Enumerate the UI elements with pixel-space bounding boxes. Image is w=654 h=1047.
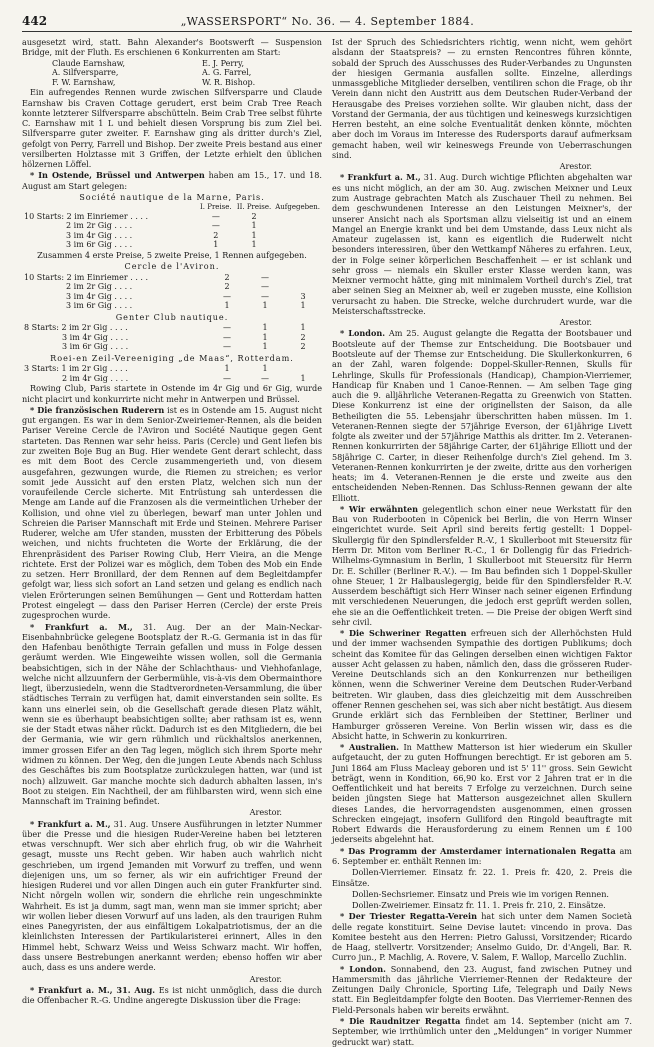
author-signature: Arestor.: [559, 161, 592, 172]
list-item: Dollen-Zweiriemer. Einsatz fr. 11. 1. Preis fr. 210, 2. Einsätze.: [352, 900, 606, 911]
frankfurt-paragraph-4: * Frankfurt a. M., 31. Aug. Durch wichtige Pflichten abgehalten war es uns nicht möglich, an der am 30. Aug. zwischen Meixner und Leux zum Austrage gebrachten Match als Zuschauer Theil zu nehmen. Bei dem geschwundenen Interesse an den Leistungen Meixner's, der unserer Ansicht nach als Sportsman allzu vielseitig ist und an einem Mangel an Energie krankt und bei dem Umstande, dass Leux nicht als Amateur zugelassen ist, kann es eigentlich die Ruderwelt nicht besonders interessiren, über den Wettkampf Näheres zu erfahren. Leux, der in Folge seiner körperlichen Beschaffenheit — er ist schlank und sehr gross — niemals ein Skuller erster Klasse werden kann, was Meixner vermocht hätte, ging mit minimalem Vortheil durch's Ziel, trat aber seinen Sieg an Meixner ab, weil er zugeben musste, eine Kollision verursacht zu haben. Die Strecke, welche durchrudert wurde, war die Meisterschaftsstrecke.: [332, 172, 632, 316]
table-row: 3 im 6r Gig . . . . 1 1 1: [66, 301, 306, 311]
winser-heading: * Wir erwähnten: [340, 503, 418, 514]
australia-heading: * Australien.: [340, 742, 399, 753]
french-rowers-heading: * Die französischen Ruderern: [30, 404, 165, 415]
london-paragraph: * London. Am 25. August gelangte die Regatta der Bootsbauer und Bootsleute auf der Themse zur Entscheidung. Die Bootsbauer und Bootsleute auf der Themse zur Entscheidung. Die Skullerkonkurren, 6 an der Zahl, waren folgende: Doppel-Skuller-Rennen, Skulls für Lehrlinge, Skulls für Professionals (Handicap), Champion-Vierriemer, Handicap für Knaben und 1 Canoe-Rennen. — Am selben Tage ging auch die 9. alljährliche Veteranen-Regatta zu Greenwich von Statten. Diese Konkurrenz ist eine der originellsten der Saison, da alle Betheiligten die 55. Lebensjahr überschritten haben müssen. Im 1. Veteranen-Rennen siegte der 57jährige Everson, der 61jährige Livett folgte als zweiter und der 57jährige Matthis als dritter. Im 2. Veteranen-Rennen konkurrirten der 58jährige Carter, der 61jährige Elliott und der 58jährige C. Carter, in dieser Reihenfolge durch's Ziel gehend. Im 3. Veteranen-Rennen konkurrirten je der zweite, dritte aus den vorherigen heats; im 4. Veteranen-Rennen je die erste und zweite aus den entscheidenden Neben-Rennen. Das Schluss-Rennen gewann der alte Elliott.: [332, 328, 632, 503]
list-item: Dollen-Vierriemer. Einsatz fr. 22. 1. Preis fr. 420, 2. Preis die Einsätze.: [332, 867, 632, 888]
results-table-genter: [22, 323, 322, 352]
frankfurt-paragraph-1: * Frankfurt a. M., 31. Aug. Der an der Main-Neckar-Eisenbahnbrücke gelegene Bootsplatz der R.-G. Germania ist in das für den Hafenbau benöthigte Terrain gefallen und muss in Folge dessen geräumt werden. Wie Eingeweihte wissen wollen, soll die Germania beabsichtigen, sich in der Nähe der Schlachthaus- und Viehhofanlage, welche nicht allzuunfern der Gerbermühle, vis-à-vis dem Obermainthore liegt, überzusiedeln, wenn die Stadtverordneten-Versammlung, die über städtisches Terrain zu verfügen hat, damit einverstanden sein sollte. Es kann uns einerlei sein, ob die Gesellschaft gerade diesen Platz wählt, wenn sie es überhaupt beabsichtigen sollte; aber rathsam ist es, wenn sie der Stadt etwas näher rückt. Dadurch ist es den Mitgliedern, die bei der Germania, wie wir gern rühmlich und rückhaltslos anerkennen, immer grossen Eifer an den Tag legen, möglich sich ihrem Sporte mehr widmen zu können. Der Weg, den die jungen Leute Abends nach Schluss des Geschäftes bis zum Bootsplatze zurückzulegen hatten, war (und ist noch) allzuweit. Gar manche mochte sich dadurch abhalten lassen, in's Boot zu steigen. Ein Nachtheil, der am fühlbarsten wird, wenn sich eine Mannschaft im Training befindet.: [22, 621, 322, 807]
raudnitz-paragraph: * Die Raudnitzer Regatta findet am 14. September (nicht am 7. September, wie irrthümlich unter den „Meldungen“ in voriger Nummer gedruckt war) statt.: [332, 1015, 632, 1047]
raudnitz-heading: * Die Raudnitzer Regatta: [340, 1015, 461, 1026]
table-row: 3 im 6r Gig . . . . 1 1: [66, 240, 257, 250]
page-header: [22, 14, 632, 32]
masthead-title: „WASSERSPORT“ No. 36. — 4. September 1884.: [180, 15, 475, 28]
australia-paragraph: * Australien. In Matthew Matterson ist hier wiederum ein Skuller aufgetaucht, der zu guten Hoffnungen berechtigt. Er ist geboren am 5. Juni 1864 am Fluss Macleay geboren und ist 5' 11'' gross. Sein Gewicht beträgt, wenn in Kondition, 66,90 ko. Erst vor 2 Jahren trat er in die Oeffentlichkeit und hat bereits 7 Erfolge zu verzeichnen. Durch seine beiden jüngsten Siege hat Matterson ausgezeichnet allen Skullern dieses Landes, die hervorragendsten ausgenommen, einen grossen Schrecken eingejagt, insofern Gulliford den Ringold beauftragte mit Robert Edwards die Herausforderung zu einem Rennen um £ 100 jederseits abgelehnt hat.: [332, 742, 632, 845]
table-row: 2 im 4r Gig . . . . — — 1: [62, 373, 306, 383]
table-row: 8 Starts: 2 im 2r Gig . . . . — 1 1: [24, 323, 306, 333]
author-signature: Arestor.: [559, 317, 592, 328]
club-title-marne: Société nautique de la Marne, Paris.: [79, 191, 265, 202]
list-item: Dollen-Sechsriemer. Einsatz und Preis wie im vorigen Rennen.: [352, 888, 609, 899]
london-paragraph-2: * London. Sonnabend, den 23. August, fand zwischen Putney und Hammersmith das jährliche Vierriemer-Rennen der Redakteure der Zeitungen Daily Chronicle, Sporting Life, Telegraph und Daily News statt. Ein Begleitdampfer folgte den Booten. Das Vierriemer-Rennen des Field-Personals haben wir bereits erwähnt.: [332, 963, 633, 1015]
results-table-maas: [22, 364, 322, 383]
page-number: 442: [22, 14, 48, 28]
crew-row: A. Silfversparre, A. G. Farrel,: [52, 68, 252, 78]
table-row: 2 im 2r Gig . . . . 2 —: [66, 282, 269, 292]
crew-row: Claude Earnshaw, E. J. Perry,: [52, 58, 245, 68]
crew-row: F. W. Earnshaw, W. R. Bishop.: [52, 77, 256, 87]
table-row: 3 im 4r Gig . . . . — 1 2: [62, 332, 306, 342]
frankfurt-heading-1: * Frankfurt a. M.,: [30, 621, 133, 632]
club-title-aviron: Cercle de l'Aviron.: [124, 261, 220, 272]
ostende-heading: * In Ostende, Brüssel und Antwerpen: [30, 170, 205, 181]
table-row: 10 Starts: 2 im Einriemer . . . . — 2: [24, 211, 257, 221]
frankfurt-paragraph-2: * Frankfurt a. M., 31. Aug. Unsere Ausführungen in letzter Nummer über die Presse und die hiesigen Ruder-Vereine haben bei letzteren etwas verschnupft. Wer sich aber ehrlich frug, ob wir die Wahrheit gesagt, musste uns Recht geben. Wir haben auch wahrlich nicht geschrieben, um irgend Jemanden mit Vorwurf zu treffen, und wenn diejenigen uns, um so ferner, als wir ein aufrichtiger Freund der hiesigen Ruderei und vor allen Dingen auch ein guter Frankfurter sind. Nicht nörgeln wollen wir, sondern die ehrliche rein ungeschminkte Wahrheit. Es ist ja dumm, sagt man, wenn man sie immer spricht; aber wir wollen lieber diesen Vorwurf auf uns laden, als den traurigen Ruhm eines Panegyristen, der aus einfältigem Lokalpatriotismus, der an die kleinlichsten Interessen der Partikularisterei erinnert, Alles in den Himmel hebt, Schwarz Weiss und Weiss Schwarz macht. Wir hoffen, dass unsere Bestrebungen anerkannt werden; ebenso hoffen wir aber auch, dass es uns andere werde.: [22, 818, 323, 973]
continued-paragraph: Ist der Spruch des Schiedsrichters richtig, wenn nicht, wem gehört alsdann der Staatspreis? — zu ernsten Rencontres führen könnte, sobald der Spruch des Ausschusses des Ruder-Verbandes zu Ungunsten der hiesigen Germania ausfallen sollte. Einzelne, allerdings unmassgebliche Mitglieder derselben, ventiliren schon die Frage, ob ihr Verein dann nicht den Austritt aus dem Deutschen Ruder-Verband der Herausgabe des Preises vorziehen sollte. Wir glauben nicht, dass der Vorstand der Germania, der aus tüchtigen und keineswegs kurzsichtigen Herren besteht, an eine solche Eventualität denken könnte, möchten aber doch im Voraus im Interesse des Rudersports darauf aufmerksam gemacht haben, weil wir keineswegs Freunde von Ueberraschungen sind.: [332, 37, 632, 160]
results-table-marne: [22, 203, 322, 250]
columns: [22, 37, 633, 1047]
club-title-genter: Genter Club nautique.: [115, 311, 229, 322]
table-row: 3 Starts: 1 im 2r Gig . . . . 1 1: [24, 364, 268, 374]
frankfurt-heading-3: * Frankfurt a. M., 31. Aug.: [30, 984, 156, 995]
race-report: Ein aufregendes Rennen wurde zwischen Silfversparre und Claude Earnshaw bis Craven Cottage gerudert, erst beim Crab Tree Reach konnte letzterer Silfversparre abschütteln. Beim Crab Tree selbst führte C. Earnshaw mit 1 L und behielt diesen Vorsprung bis zum Ziel bei. Silfversparre guter zweiter. F. Earnshaw ging als dritter durch's Ziel, gefolgt von Perry, Farrell und Bishop. Der zweite Preis bestand aus einer versilberten Holztasse mit 3 Griffen, der Letzte erhielt den üblichen hölzernen Löffel.: [22, 87, 322, 170]
left-column: [22, 37, 323, 1006]
schwerin-paragraph: * Die Schweriner Regatten erfreuen sich der Allerhöchsten Huld und der immer wachsenden Sympathie des dortigen Publikums; doch scheint das Komitee für das Gelingen derselben einen wichtigen Faktor ausser Acht gelassen zu haben, nämlich den, dass die grösseren Ruder-Vereine Deutschlands sich an den Konkurrenzen nur betheiligen können, wenn die Schweriner Vereine dem Deutschen Ruder-Verband beitreten. Wir glauben, dass dies gleichzeitig mit dem Ausschreiben offener Rennen geschehen sei, was sich aber nicht bestätigt. Aus diesem Grunde erklärt sich das Fernbleiben der Stettiner, Berliner und Hamburger grösseren Vereine. Von Berlin wissen wir, dass es die Absicht hatte, in Schwerin zu konkurriren.: [332, 628, 632, 741]
right-column: [332, 37, 633, 1047]
rowing-club-paragraph: Rowing Club, Paris startete in Ostende im 4r Gig und 6r Gig, wurde nicht placirt und konkurrirte nicht mehr in Antwerpen und Brüssel.: [22, 383, 322, 404]
amsterdam-heading: * Das Programm der Amsterdamer internationalen Regatta: [340, 845, 616, 856]
table-header: I. Preise. II. Preise. Aufgegeben.: [200, 203, 320, 212]
london-heading: * London.: [340, 328, 386, 339]
french-rowers-paragraph: * Die französischen Ruderern ist es in Ostende am 15. August nicht gut ergangen. Es war in dem Senior-Zweiriemer-Rennen, als die beiden Pariser Vereine Cercle de l'Aviron und Société Nautique gegen Gent starteten. Das Rennen war sehr heiss. Paris (Cercle) und Gent liefen bis zur zweiten Boje Bug an Bug. Hier wendete Gent derart schlecht, dass es mit dem Boot des Cercle zusammengerieth und, von diesem ausgefahren, gezwungen wurde, die Riemen zu streichen; es verlor somit jede Aussicht auf den ersten Platz, welchen sich nun der voraufeilende Cercle sicherte. Mit Entrüstung sah unterdessen die Menge am Lande auf die Franzosen als die vermeintlichen Urheber der Kollision, und ohne viel zu überlegen, bewarf man unter Johlen und Schreien die Pariser Mannschaft mit Erde und Steinen. Mehrere Pariser Ruderer, welche am Ufer standen, mussten der Erbitterung des Pöbels weichen, und nichts fruchteten die Worte der Erklärung, die der Ehrenpräsident des Pariser Rowing Club, Herr Vieira, an die Menge richtete. Erst der Polizei war es möglich, dem Toben des Mob ein Ende zu setzen. Herr Bronillard, der dem Rennen auf dem Begleitdampfer gefolgt war, liess sich sofort an Land setzen und gelang es endlich nach vielen Erörterungen seinen Bemühungen — Gent und Rotterdam hatten Protest eingelegt — dass den Pariser Herren (Cercle) der erste Preis zugesprochen wurde.: [22, 404, 322, 621]
frankfurt-heading-4: * Frankfurt a. M.,: [340, 172, 421, 183]
author-signature: Arestor.: [249, 807, 282, 818]
author-signature: Arestor.: [249, 973, 282, 984]
ostende-paragraph: * In Ostende, Brüssel und Antwerpen haben am 15., 17. und 18. August am Start gelegen:: [22, 170, 323, 191]
winser-paragraph: * Wir erwähnten gelegentlich schon einer neue Werkstatt für den Bau von Ruderbooten in Cöpenick bei Berlin, die von Herrn Winser eingerichtet wurde. Seit April sind bereits fertig gestellt: 1 Doppel-Skullergig für den Spindlersfelder R.-V., 1 Skullerboot mit Steuersitz für Herrn Dr. Miton vom Berliner R.-C., 1 6r Dollengig für das Friedrich-Wilhelms-Gymnasium in Berlin, 1 Skullerboot mit Steuersitz für Herrn Dr. E. Schiller (Berliner R.-V.). — Im Bau befinden sich 1 Doppel-Skuller ohne Steuer, 1 2r Halbauslegergig, beide für den Spindlersfelder R.-V. Ausserdem beschäftigt sich Herr Winser nach seiner eigenen Erfindung mit verschiedenen Neuerungen, die jedoch erst geprüft werden sollen, ehe sie an die Oeffentlichkeit treten. — Die Preise der obigen Werft sind sehr civil.: [332, 503, 633, 627]
triest-paragraph: * Der Triester Regatta-Verein hat sich unter dem Namen Società delle regate konstituirt. Seine Devise lautet: vincendo in prova. Das Komitee besteht aus den Herren: Pietro Galussi, Vorsitzender; Ricardo de Haag, stellvertr. Vorsitzender; Anselmo Guido, Dr. d'Angeli, Bar. R. Curro jun., P. Machlig, A. Rovere, V. Salem, F. Wallop, Marcello Zuchlin.: [332, 911, 632, 963]
table-row: 3 im 4r Gig . . . . 2 1: [66, 230, 257, 240]
table-row: 2 im 2r Gig . . . . — 1: [66, 221, 257, 231]
table-row: 10 Starts: 2 im Einriemer . . . . 2 —: [24, 272, 269, 282]
frankfurt-paragraph-3: * Frankfurt a. M., 31. Aug. Es ist nicht unmöglich, dass die durch die Offenbacher R.-G. Undine angeregte Diskussion über die Frage:: [22, 984, 322, 1006]
london-heading-2: * London.: [340, 963, 386, 974]
schwerin-heading: * Die Schweriner Regatten: [340, 628, 467, 639]
table-row: 3 im 6r Gig . . . . — 1 2: [62, 342, 306, 352]
results-table-aviron: [22, 273, 322, 311]
intro-paragraph: ausgesetzt wird, statt. Bahn Alexander's Bootswerft — Suspension Bridge, mit der Fluth. Es erschienen 6 Konkurrenten am Start:: [22, 37, 322, 58]
amsterdam-paragraph: * Das Programm der Amsterdamer internationalen Regatta am 6. September er. enthält Rennen im:: [332, 845, 632, 866]
frankfurt-heading-2: * Frankfurt a. M.,: [30, 818, 111, 829]
crew-list: [22, 59, 322, 88]
triest-heading: * Der Triester Regatta-Verein: [340, 911, 477, 922]
marne-summary: Zusammen 4 erste Preise, 5 zweite Preise, 1 Rennen aufgegeben.: [37, 250, 307, 260]
club-title-maas: Roei-en Zeil-Vereeniging „de Maas“, Rotterdam.: [50, 352, 294, 363]
table-row: 3 im 4r Gig . . . . — — 3: [66, 291, 306, 301]
